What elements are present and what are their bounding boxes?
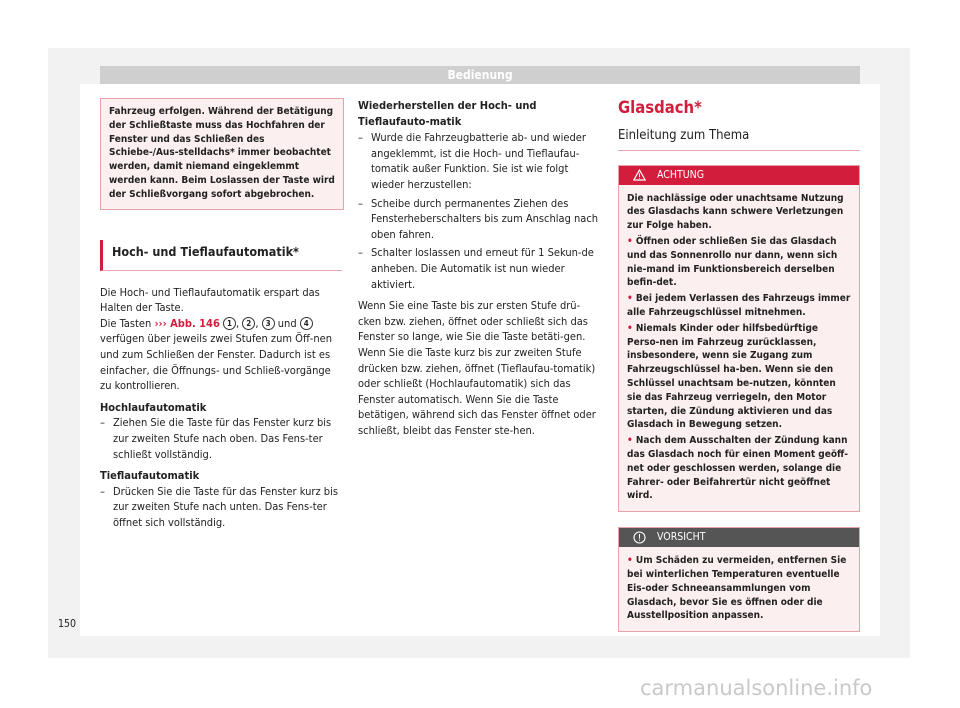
dash-marker: – [100, 484, 105, 498]
keys-paragraph [100, 316, 344, 394]
column-3 [618, 98, 860, 632]
bullet-marker: • [627, 435, 633, 447]
tief-heading: Tieflaufautomatik [100, 469, 200, 483]
warning-continuation-text: Fahrzeug erfolgen. Während der Betätigung der Schließtaste muss das Hochfahren der Fenster und das Schließen des Schiebe-/Aus-stelldachs* immer beobachtet werden, damit niemand eingeklemmt werden kann. Beim Loslassen der Taste wird der Schließvorgang sofort abgebrochen. [109, 106, 335, 200]
warning-continuation-box [100, 98, 344, 210]
vorsicht-header [619, 528, 859, 547]
achtung-header [619, 166, 859, 185]
vorsicht-label: VORSICHT [657, 531, 706, 544]
key-number-1: 1 [223, 317, 236, 330]
list-item [358, 196, 602, 243]
vorsicht-box [618, 527, 860, 632]
conjunction: und [277, 316, 297, 330]
bullet-marker: • [627, 235, 633, 247]
page-title: Glasdach* [618, 98, 702, 117]
tief-item-text: Drücken Sie die Taste für das Fenster kurz bis zur zweiten Stufe nach unten. Das Fens-ter öffnet sich vollständig. [113, 484, 338, 529]
achtung-box [618, 165, 860, 513]
keys-prefix: Die Tasten [100, 316, 152, 330]
bullet-marker: • [627, 322, 633, 334]
list-item [100, 415, 344, 462]
info-circle-icon [633, 531, 646, 544]
bullet-marker: • [627, 293, 633, 305]
achtung-item-3: Niemals Kinder oder hilfsbedürftige Perso-nen im Fahrzeug zurücklassen, insbesondere, wenn sie Zugang zum Fahrzeugschlüssel ha-ben. Wenn sie den Schlüssel unachtsam be-nutzen, könnten sie das Fahrzeug verriegeln, den Motor starten, die Zündung aktivieren und das Glasdach in Bewegung setzen. [627, 322, 836, 431]
key-number-3: 3 [262, 317, 275, 330]
list-item [627, 292, 851, 320]
section-title-text: Hoch- und Tieflaufautomatik* [112, 243, 299, 259]
list-item [358, 130, 602, 192]
achtung-item-4: Nach dem Ausschalten der Zündung kann das Glasdach noch für einen Moment geöff-net oder geschlossen werden, solange die Fahrer- oder Beifahrertür nicht geöffnet wird. [627, 435, 849, 502]
vorsicht-item-1: Um Schäden zu vermeiden, entfernen Sie bei winterlichen Temperaturen eventuelle Eis-oder Schneeansammlungen vom Glasdach, bevor Sie es öffnen oder die Ausstellposition anpassen. [627, 555, 847, 622]
watermark: carmanualsonline.info [640, 676, 873, 700]
key-number-4: 4 [300, 317, 313, 330]
dash-marker: – [358, 246, 363, 260]
vorsicht-body [619, 547, 859, 631]
hoch-heading: Hochlaufautomatik [100, 400, 207, 414]
achtung-item-1: Öffnen oder schließen Sie das Glasdach und das Sonnenrollo nur dann, wenn sich nie-mand im Funktionsbereich derselben befin-det. [627, 235, 838, 289]
hoch-item-text: Ziehen Sie die Taste für das Fenster kurz bis zur zweiten Stufe nach oben. Das Fens-ter schließt vollständig. [113, 416, 332, 461]
restore-heading: Wiederherstellen der Hoch- und Tieflaufauto-matik [358, 99, 537, 128]
figure-ref-link[interactable] [154, 317, 219, 330]
chapter-header: Bedienung [100, 66, 860, 84]
column-1 [100, 98, 344, 530]
bullet-marker: • [627, 555, 633, 567]
list-item [627, 235, 851, 290]
achtung-body [619, 185, 859, 512]
ref-arrow: ››› [154, 316, 167, 330]
restore-item-1: Wurde die Fahrzeugbatterie ab- und wieder angeklemmt, ist die Hoch- und Tieflaufau-tomatik außer Funktion. Sie ist wie folgt wieder herzustellen: [371, 131, 586, 191]
page-number: 150 [58, 618, 77, 630]
list-item [358, 245, 602, 292]
list-item [627, 434, 851, 503]
behavior-paragraph: Wenn Sie eine Taste bis zur ersten Stufe drü-cken bzw. ziehen, öffnet oder schließt sich das Fenster so lange, wie Sie die Taste betäti-gen. Wenn Sie die Taste kurz bis zur zweiten Stufe drücken bzw. ziehen, öffnet (Tieflaufau-tomatik) oder schließt (Hochlaufautomatik) sich das Fenster automatisch. Wenn Sie die Taste betätigen, während sich das Fenster öffnet oder schließt, bleibt das Fenster ste-hen. [358, 299, 596, 437]
restore-item-2: Scheibe durch permanentes Ziehen des Fensterheberschalters bis zum Anschlag nach oben fahren. [371, 196, 599, 241]
subsection-title: Einleitung zum Thema [618, 128, 860, 151]
dash-marker: – [358, 131, 363, 145]
keys-rest-text: verfügen über jeweils zwei Stufen zum Öff-nen und zum Schließen der Fenster. Dadurch ist es einfacher, die Öffnungs- und Schließ-vorgänge zu kontrollieren. [100, 332, 332, 393]
section-title [100, 240, 342, 271]
dash-marker: – [100, 416, 105, 430]
figure-ref-label: Abb. 146 [170, 316, 220, 330]
warning-triangle-icon [633, 169, 646, 181]
achtung-intro: Die nachlässige oder unachtsame Nutzung des Glasdachs kann schwere Verletzungen zur Folge haben. [627, 192, 844, 232]
separator: , [236, 316, 240, 330]
list-item [627, 322, 851, 432]
achtung-label: ACHTUNG [657, 168, 705, 181]
separator: , [255, 316, 259, 330]
key-number-2: 2 [242, 317, 255, 330]
restore-item-3: Schalter loslassen und erneut für 1 Sekun-de anheben. Die Automatik ist nun wieder aktiviert. [371, 246, 594, 291]
dash-marker: – [358, 196, 363, 210]
intro-paragraph: Die Hoch- und Tieflaufautomatik erspart das Halten der Taste. [100, 285, 320, 315]
column-2 [358, 98, 602, 438]
list-item [627, 554, 851, 623]
achtung-item-2: Bei jedem Verlassen des Fahrzeugs immer alle Fahrzeugschlüssel mitnehmen. [627, 293, 851, 318]
list-item [100, 484, 344, 531]
